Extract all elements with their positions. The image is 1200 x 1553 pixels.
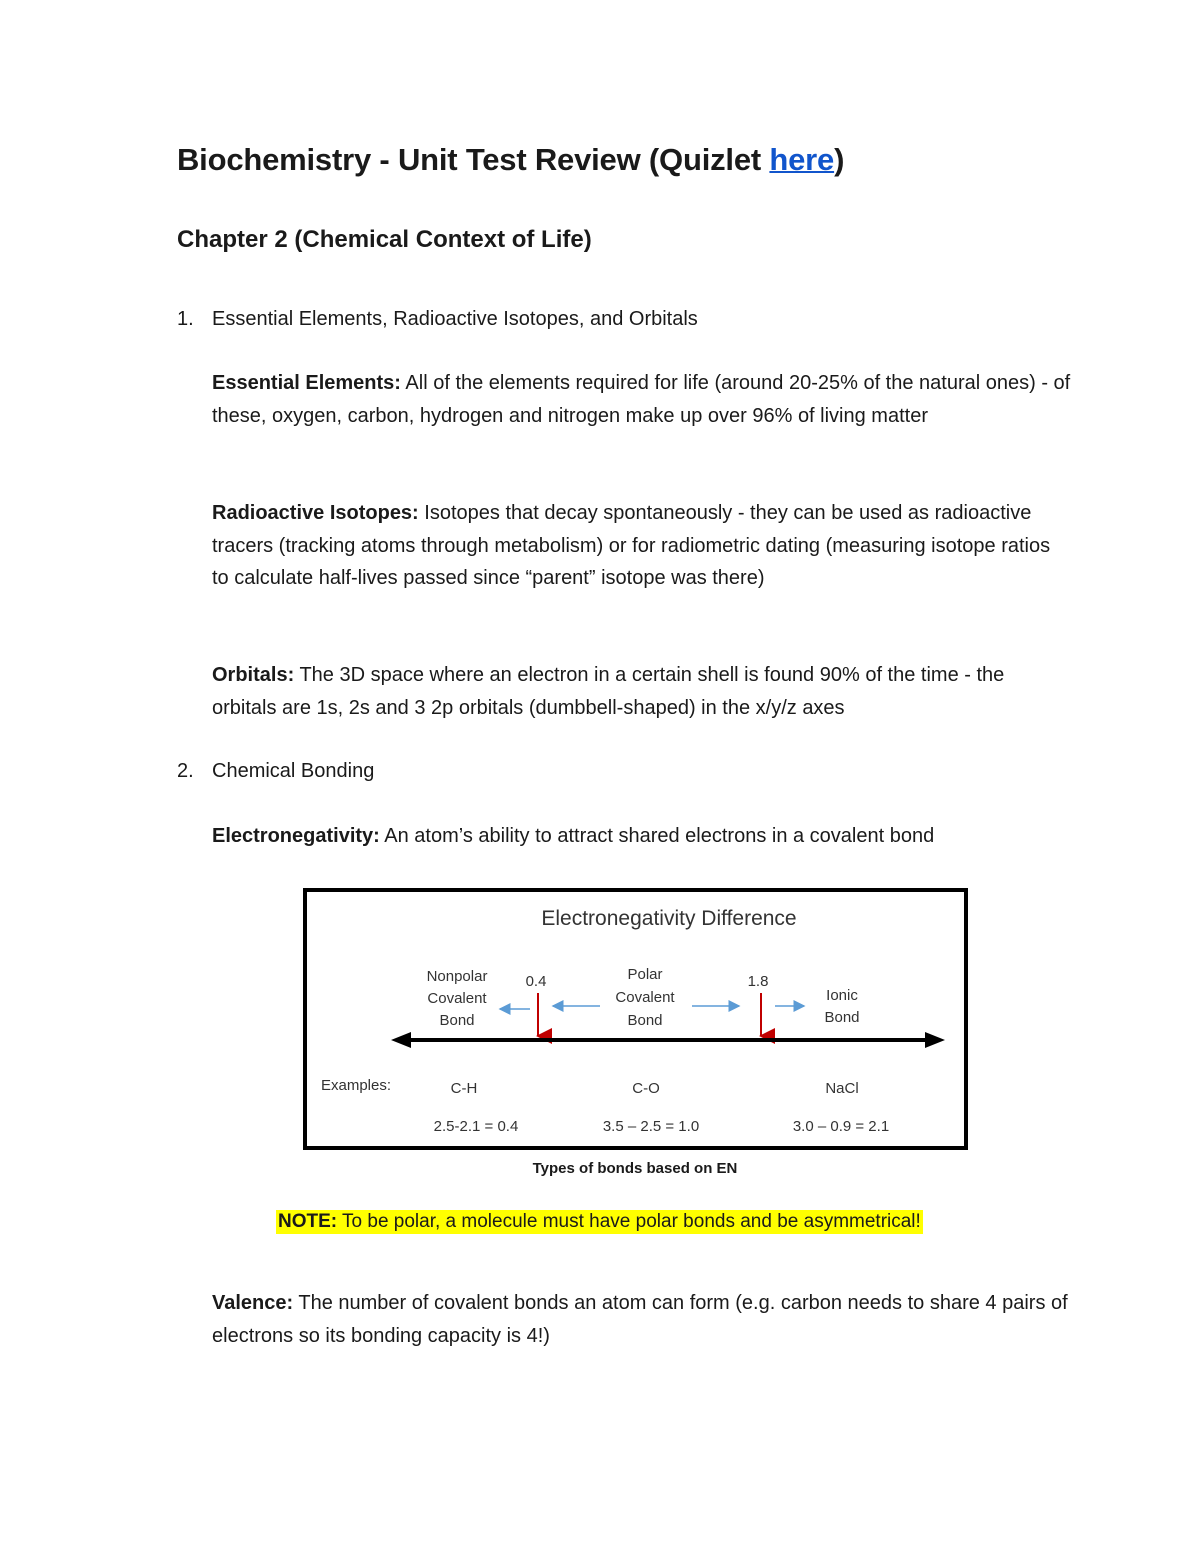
section-2-number: 2. — [177, 760, 194, 782]
section-1-title: Essential Elements, Radioactive Isotopes, and Orbitals — [212, 308, 698, 330]
threshold-high-label: 1.8 — [747, 973, 769, 990]
ionic-label-1: Ionic — [826, 987, 858, 1004]
electronegativity-paragraph — [212, 820, 1072, 853]
valence-text: The number of covalent bonds an atom can form (e.g. carbon needs to share 4 pairs of electrons so its bonding capacity is 4!) — [212, 1292, 1068, 1347]
nonpolar-label-1: Nonpolar — [426, 968, 488, 985]
essential-elements-paragraph — [212, 367, 1072, 432]
examples-label: Examples: — [321, 1077, 392, 1094]
polar-label-3: Bond — [627, 1012, 663, 1029]
essential-elements-term: Essential Elements: — [212, 372, 401, 394]
electronegativity-diagram — [307, 892, 964, 1146]
valence-term: Valence: — [212, 1292, 294, 1314]
essential-elements-text: All of the elements required for life (around 20-25% of the natural ones) - of these, oxygen, carbon, hydrogen and nitrogen make up over 96% of living matter — [212, 372, 1071, 427]
quizlet-link[interactable]: here — [769, 142, 835, 177]
nonpolar-label-2: Covalent — [427, 990, 487, 1007]
example-nacl: NaCl — [825, 1080, 859, 1097]
figure-title: Electronegativity Difference — [541, 907, 797, 930]
figure-caption: Types of bonds based on EN — [532, 1160, 738, 1177]
electronegativity-text: An atom’s ability to attract shared electrons in a covalent bond — [379, 825, 935, 847]
orbitals-term: Orbitals: — [212, 664, 295, 686]
nonpolar-label-3: Bond — [439, 1012, 475, 1029]
valence-paragraph — [212, 1287, 1072, 1352]
electronegativity-term: Electronegativity: — [212, 825, 380, 847]
example-ch-calc: 2.5-2.1 = 0.4 — [433, 1118, 519, 1135]
axis-left-arrowhead — [391, 1032, 411, 1048]
section-2-title: Chemical Bonding — [212, 760, 375, 782]
threshold-low-label: 0.4 — [525, 973, 547, 990]
axis-right-arrowhead — [925, 1032, 945, 1048]
title-suffix: ) — [834, 142, 845, 177]
polar-label-1: Polar — [627, 966, 663, 983]
electronegativity-figure — [303, 888, 968, 1150]
example-co-calc: 3.5 – 2.5 = 1.0 — [602, 1118, 700, 1135]
section-1-number: 1. — [177, 308, 194, 330]
orbitals-paragraph — [212, 659, 1072, 724]
example-nacl-calc: 3.0 – 0.9 = 2.1 — [792, 1118, 890, 1135]
radioactive-isotopes-paragraph — [212, 497, 1072, 595]
note-label: NOTE: — [278, 1211, 338, 1232]
page-title — [177, 142, 844, 178]
example-ch: C-H — [450, 1080, 478, 1097]
chapter-heading: Chapter 2 (Chemical Context of Life) — [177, 226, 592, 253]
polar-label-2: Covalent — [615, 989, 675, 1006]
example-co: C-O — [632, 1080, 660, 1097]
radioactive-isotopes-text: Isotopes that decay spontaneously - they can be used as radioactive tracers (tracking atoms through metabolism) or for radiometric dating (measuring isotope ratios to calculate half-lives passed since “parent” isotope was there) — [212, 502, 1051, 589]
title-prefix: Biochemistry - Unit Test Review (Quizlet — [177, 142, 770, 177]
note-text: To be polar, a molecule must have polar bonds and be asymmetrical! — [337, 1211, 921, 1232]
polarity-note — [276, 1210, 923, 1234]
ionic-label-2: Bond — [824, 1009, 860, 1026]
radioactive-isotopes-term: Radioactive Isotopes: — [212, 502, 419, 524]
orbitals-text: The 3D space where an electron in a certain shell is found 90% of the time - the orbitals are 1s, 2s and 3 2p orbitals (dumbbell-shaped) in the x/y/z axes — [212, 664, 1005, 719]
